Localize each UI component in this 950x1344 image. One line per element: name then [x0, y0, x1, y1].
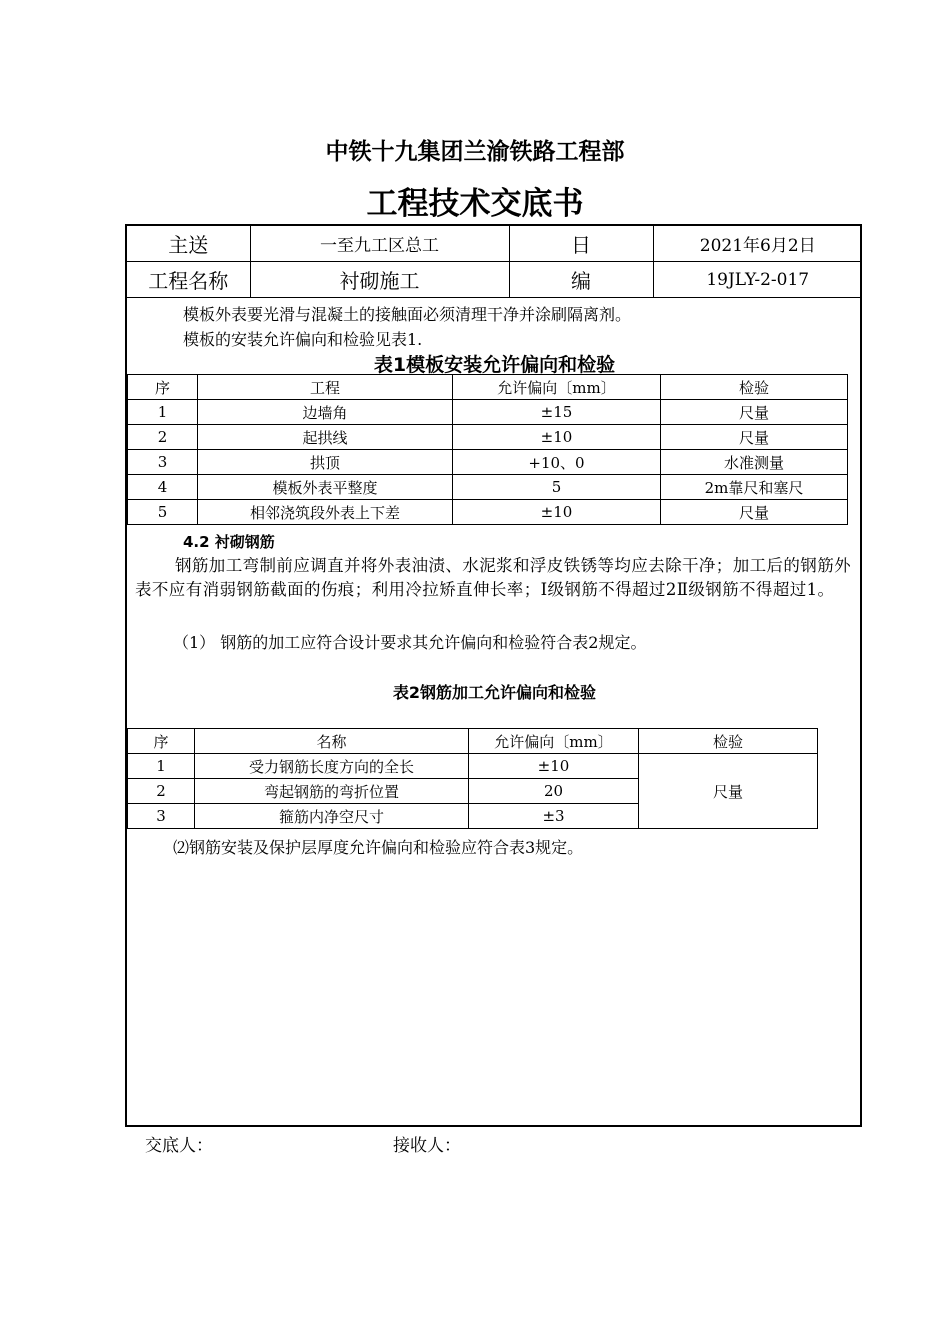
- project-value: 衬砌施工: [250, 262, 509, 298]
- table-cell: 2: [128, 779, 195, 804]
- table2-merged-check-cell: 尺量: [639, 754, 818, 829]
- table-cell: 2m靠尺和塞尺: [661, 475, 848, 500]
- document-frame: [125, 224, 862, 1127]
- table-cell: ±3: [469, 804, 639, 829]
- table-cell: ±15: [453, 400, 661, 425]
- table-cell: 20: [469, 779, 639, 804]
- handover-signature-label: 交底人：: [145, 1136, 213, 1156]
- table2-header: 名称: [195, 729, 469, 754]
- table-cell: ±10: [453, 425, 661, 450]
- intro-line-1: 模板外表要光滑与混凝土的接触面必须清理干净并涂刷隔离剂。: [183, 305, 632, 324]
- date-label: 日: [509, 226, 653, 262]
- table-row: [128, 425, 848, 450]
- table-cell: 拱顶: [198, 450, 453, 475]
- table-cell: 模板外表平整度: [198, 475, 453, 500]
- code-label: 编: [509, 262, 653, 298]
- table-cell: 尺量: [661, 500, 848, 525]
- table-cell: +10、0: [453, 450, 661, 475]
- table1-header: 序: [128, 375, 198, 400]
- table-row: [128, 754, 818, 779]
- organization-name: 中铁十九集团兰渝铁路工程部: [325, 139, 625, 165]
- recipient-value: 一至九工区总工: [250, 226, 509, 262]
- table1-header: 检验: [661, 375, 848, 400]
- item-1: （1） 钢筋的加工应符合设计要求其允许偏向和检验符合表2规定。: [173, 633, 647, 652]
- table2-header-row: [128, 729, 818, 754]
- receiver-signature-label: 接收人：: [393, 1136, 461, 1156]
- header-row-1: [127, 226, 862, 262]
- table-cell: 5: [453, 475, 661, 500]
- table-cell: 1: [128, 754, 195, 779]
- item-2: ⑵钢筋安装及保护层厚度允许偏向和检验应符合表3规定。: [173, 838, 584, 857]
- table-cell: 4: [128, 475, 198, 500]
- table2-header: 检验: [639, 729, 818, 754]
- table-row: [128, 400, 848, 425]
- table-cell: 边墙角: [198, 400, 453, 425]
- table-cell: 3: [128, 450, 198, 475]
- table-cell: 2: [128, 425, 198, 450]
- table-cell: 水准测量: [661, 450, 848, 475]
- project-label: 工程名称: [127, 262, 250, 298]
- header-row-2: [127, 262, 862, 298]
- table-cell: 受力钢筋长度方向的全长: [195, 754, 469, 779]
- document-title: 工程技术交底书: [366, 186, 584, 222]
- table-cell: 相邻浇筑段外表上下差: [198, 500, 453, 525]
- table-cell: 5: [128, 500, 198, 525]
- table-cell: 尺量: [661, 425, 848, 450]
- table-cell: ±10: [453, 500, 661, 525]
- recipient-label: 主送: [127, 226, 250, 262]
- code-value: 19JLY-2-017: [653, 262, 862, 298]
- section-heading-4-2: 4.2 衬砌钢筋: [183, 533, 275, 551]
- table-row: [128, 475, 848, 500]
- table2-header: 序: [128, 729, 195, 754]
- table2-caption: 表2钢筋加工允许偏向和检验: [392, 683, 597, 702]
- table1: [127, 374, 848, 525]
- table-cell: 1: [128, 400, 198, 425]
- table1-header: 工程: [198, 375, 453, 400]
- table-cell: ±10: [469, 754, 639, 779]
- table-row: [128, 500, 848, 525]
- header-info-table: [127, 226, 862, 298]
- table2-header: 允许偏向〔mm〕: [469, 729, 639, 754]
- table-cell: 箍筋内净空尺寸: [195, 804, 469, 829]
- table-cell: 起拱线: [198, 425, 453, 450]
- table-cell: 尺量: [661, 400, 848, 425]
- table2: [127, 728, 818, 829]
- intro-line-2: 模板的安装允许偏向和检验见表1.: [183, 330, 423, 349]
- date-value: 2021年6月2日: [653, 226, 862, 262]
- table-row: [128, 450, 848, 475]
- table-cell: 弯起钢筋的弯折位置: [195, 779, 469, 804]
- table1-caption: 表1模板安装允许偏向和检验: [373, 354, 616, 376]
- rebar-paragraph: 钢筋加工弯制前应调直并将外表油渍、水泥浆和浮皮铁锈等均应去除干净；加工后的钢筋外表不应有消弱钢筋截面的伤痕；利用冷拉矫直伸长率；Ⅰ级钢筋不得超过2Ⅱ级钢筋不得超过1。: [135, 556, 851, 599]
- table-cell: 3: [128, 804, 195, 829]
- table1-header: 允许偏向〔mm〕: [453, 375, 661, 400]
- table1-header-row: [128, 375, 848, 400]
